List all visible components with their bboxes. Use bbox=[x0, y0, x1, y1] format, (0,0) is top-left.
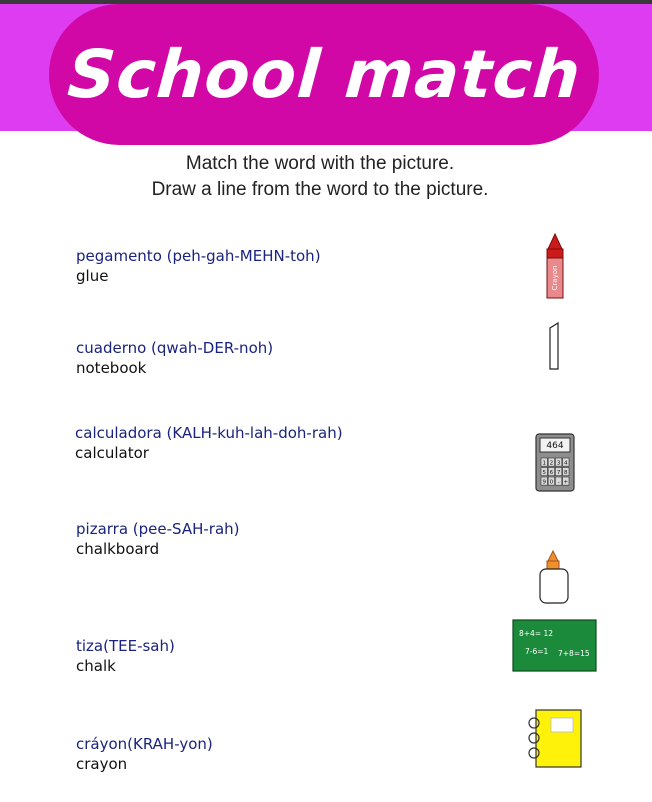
calculator-key-label: 2 bbox=[549, 460, 554, 467]
calculator-key-label: - bbox=[557, 479, 560, 486]
calculator-key-label: 4 bbox=[564, 460, 568, 467]
calculator-key-label: 6 bbox=[549, 469, 554, 476]
word-item-glue bbox=[76, 246, 321, 286]
chalkboard-equation-3: 7+8=15 bbox=[558, 649, 590, 658]
word-spanish: cráyon(KRAH-yon) bbox=[76, 735, 213, 753]
glue-cap bbox=[547, 561, 559, 569]
calculator-key-label: 7 bbox=[556, 469, 561, 476]
word-english: notebook bbox=[76, 359, 147, 377]
calculator-key-label: + bbox=[563, 479, 569, 486]
word-spanish: pizarra (pee-SAH-rah) bbox=[76, 520, 240, 538]
word-spanish: calculadora (KALH-kuh-lah-doh-rah) bbox=[75, 424, 343, 442]
calculator-key-label: 9 bbox=[542, 479, 546, 486]
chalkboard-equation-2: 7-6=1 bbox=[525, 647, 549, 656]
title-pill bbox=[49, 4, 599, 145]
word-item-chalk bbox=[76, 636, 175, 676]
chalkboard-equation-1: 8+4= 12 bbox=[519, 629, 554, 638]
word-english: glue bbox=[76, 267, 109, 285]
word-item-notebook bbox=[76, 338, 273, 378]
crayon-picture bbox=[540, 233, 570, 301]
chalkboard-surface bbox=[513, 620, 596, 671]
calculator-key-label: 3 bbox=[556, 460, 561, 467]
calculator-key-label: 5 bbox=[542, 469, 546, 476]
word-item-chalkboard bbox=[76, 519, 240, 559]
word-spanish: cuaderno (qwah-DER-noh) bbox=[76, 339, 274, 357]
calculator-picture bbox=[535, 433, 575, 493]
word-english: chalk bbox=[76, 657, 116, 675]
notebook-label bbox=[551, 718, 573, 732]
word-spanish: tiza(TEE-sah) bbox=[76, 637, 175, 655]
glue-nozzle bbox=[548, 551, 558, 561]
word-spanish: pegamento (peh-gah-MEHN-toh) bbox=[76, 247, 321, 265]
word-english: crayon bbox=[76, 755, 128, 773]
chalk-stick bbox=[550, 323, 558, 369]
word-item-calculator bbox=[75, 423, 343, 463]
instruction-line-1: Match the word with the picture. bbox=[185, 153, 455, 174]
calculator-display-text: 464 bbox=[546, 441, 564, 451]
word-english: calculator bbox=[75, 444, 149, 462]
instruction-line-2: Draw a line from the word to the picture. bbox=[151, 179, 489, 200]
word-english: chalkboard bbox=[76, 540, 160, 558]
calculator-key-label: 8 bbox=[564, 469, 568, 476]
glue-picture bbox=[536, 547, 572, 607]
crayon-tip bbox=[548, 234, 562, 249]
crayon-label: Crayon bbox=[551, 265, 559, 291]
glue-bottle bbox=[540, 569, 568, 603]
crayon-band bbox=[547, 249, 563, 258]
chalkboard-picture bbox=[512, 619, 598, 673]
notebook-picture bbox=[527, 708, 585, 770]
page-title: School match bbox=[64, 36, 584, 113]
chalk-picture bbox=[546, 321, 562, 373]
word-item-crayon bbox=[76, 734, 213, 774]
calculator-key-label: 0 bbox=[549, 479, 554, 486]
calculator-key-label: 1 bbox=[542, 460, 546, 467]
